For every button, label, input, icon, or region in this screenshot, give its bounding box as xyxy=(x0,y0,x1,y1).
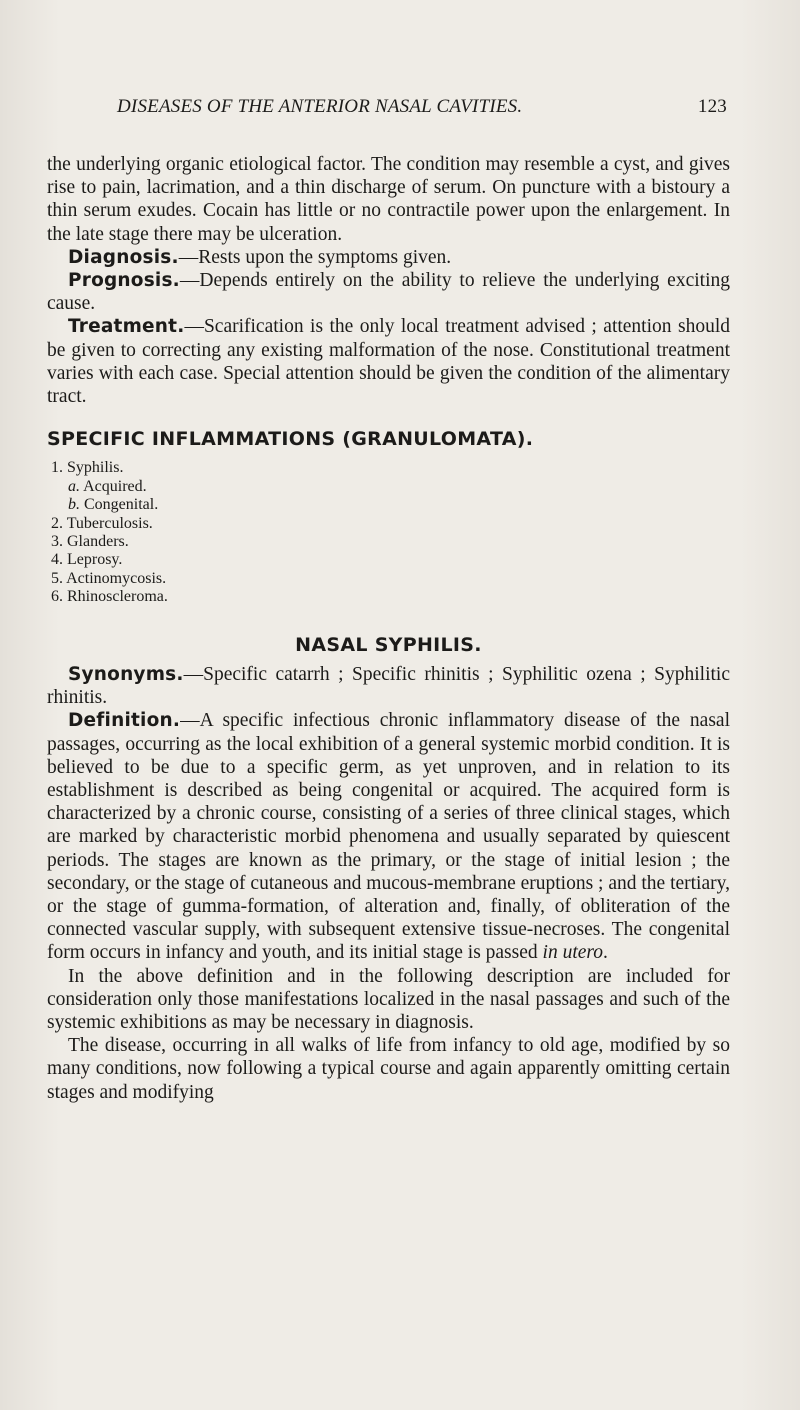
nasal-syphilis-heading: NASAL SYPHILIS. xyxy=(295,633,482,656)
list-item-number: 2. xyxy=(51,514,63,532)
treatment-paragraph xyxy=(47,315,730,408)
scope-paragraph: In the above definition and in the following description are included for consideration only those manifestations localized in the nasal passages and such of the systemic exhibitions as may be necessary in diagnosis. xyxy=(47,965,730,1033)
definition-paragraph xyxy=(47,709,730,964)
list-item-number: 3. xyxy=(51,533,63,551)
list-item xyxy=(51,588,730,606)
list-item-number: 6. xyxy=(51,588,63,606)
list-item xyxy=(51,515,730,533)
list-subitem xyxy=(51,496,730,514)
synonyms-paragraph xyxy=(47,663,730,709)
treatment-heading: Treatment. xyxy=(68,316,185,338)
list-subitem-label: Acquired. xyxy=(83,477,147,495)
page-number: 123 xyxy=(697,96,727,117)
list-subitem-letter: b. xyxy=(68,496,80,514)
list-item-label: Leprosy. xyxy=(67,551,123,569)
diagnosis-text: —Rests upon the symptoms given. xyxy=(178,246,452,268)
diagnosis-heading: Diagnosis. xyxy=(68,246,179,268)
definition-text-end: . xyxy=(603,942,608,964)
running-header xyxy=(117,96,727,126)
definition-heading: Definition. xyxy=(68,710,181,732)
list-item xyxy=(51,551,730,569)
list-item-number: 1. xyxy=(51,459,63,477)
list-subitem-label: Congenital. xyxy=(84,496,159,514)
body-text xyxy=(47,153,730,1104)
list-item xyxy=(51,570,730,588)
treatment-text: —Scarification is the only local treatment advised ; attention should be given to correcting any existing malformation of the nose. Constitutional treatment varies with each case. Special attention should be given the condition of the alimentary tract. xyxy=(47,316,730,408)
list-item xyxy=(51,533,730,551)
definition-italic-phrase: in utero xyxy=(542,942,604,964)
list-item-label: Actinomycosis. xyxy=(66,569,167,587)
list-item-label: Glanders. xyxy=(67,533,129,551)
synonyms-text: —Specific catarrh ; Specific rhinitis ; Syphilitic ozena ; Syphilitic rhinitis. xyxy=(47,663,730,709)
opening-paragraph: the underlying organic etiological factor. The condition may resemble a cyst, and gives rise to pain, lacrimation, and a thin discharge of serum. On puncture with a bistoury a thin serum exudes. Cocain has little or no contractile power upon the enlargement. In the late stage there may be ulceration. xyxy=(47,154,730,245)
list-item-label: Tuberculosis. xyxy=(66,514,153,532)
list-item xyxy=(51,459,730,477)
prognosis-heading: Prognosis. xyxy=(68,270,180,292)
definition-text: —A specific infectious chronic inflammatory disease of the nasal passages, occurring as the local exhibition of a general systemic morbid condition. It is believed to be due to a specific germ, as yet unproven, and in relation to its establishment is described as being congenital or acquired. The acquired form is characterized by a chronic course, consisting of a series of three clinical stages, which are marked by characteristic morbid phenomena and usually separated by quiescent periods. The stages are known as the primary, or the stage of initial lesion ; the secondary, or the stage of cutaneous and mucous-membrane eruptions ; and the tertiary, or the stage of gumma-formation, of alteration and, finally, of obliteration of the connected vascular supply, with subsequent extensive tissue-necroses. The congenital form occurs in infancy and youth, and its initial stage is passed xyxy=(47,710,730,964)
list-item-number: 4. xyxy=(51,551,63,569)
prognosis-paragraph xyxy=(47,269,730,315)
course-paragraph: The disease, occurring in all walks of life from infancy to old age, modified by so many conditions, now following a typical course and again apparently omitting certain stages and modifying xyxy=(47,1035,730,1103)
granulomata-list xyxy=(51,459,730,606)
specific-inflammations-heading: SPECIFIC INFLAMMATIONS (GRANULOMATA). xyxy=(47,428,534,451)
list-subitem xyxy=(51,478,730,496)
prognosis-text: —Depends entirely on the ability to relieve the underlying exciting cause. xyxy=(47,270,730,315)
running-title: DISEASES OF THE ANTERIOR NASAL CAVITIES. xyxy=(117,96,523,117)
list-subitem-letter: a. xyxy=(68,477,80,495)
list-item-number: 5. xyxy=(51,569,63,587)
diagnosis-paragraph xyxy=(47,246,730,269)
synonyms-heading: Synonyms. xyxy=(68,663,184,685)
list-item-label: Syphilis. xyxy=(67,459,124,477)
list-item-label: Rhinoscleroma. xyxy=(67,588,168,606)
